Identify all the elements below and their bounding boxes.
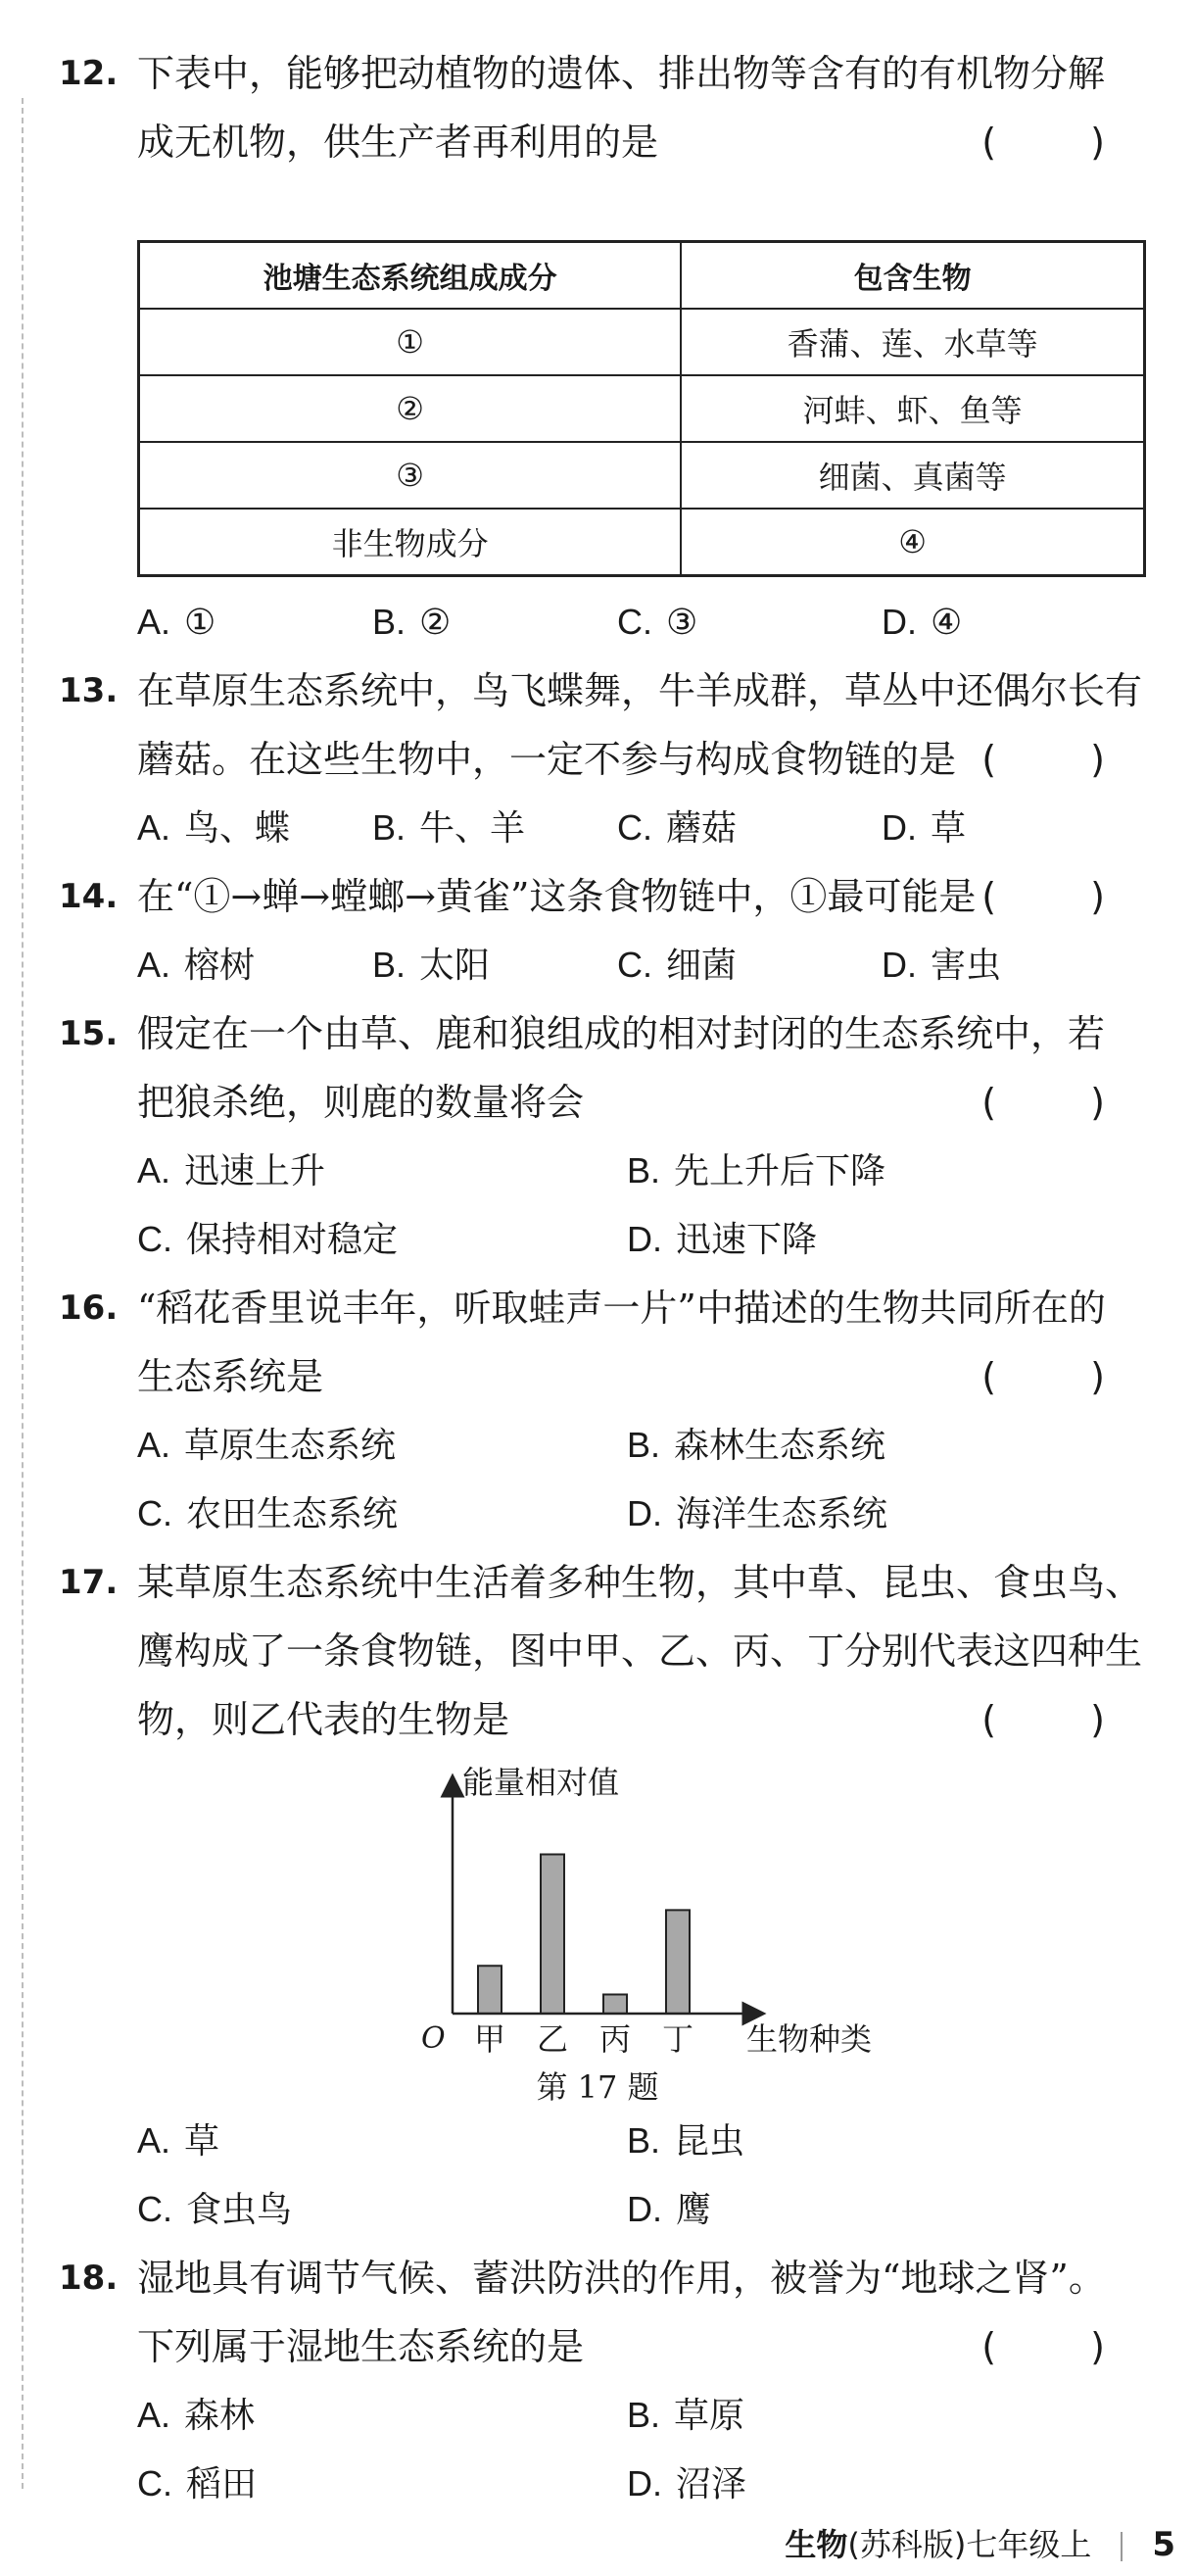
option-c[interactable]: C. ③ [617, 602, 698, 643]
x-tick-label: 乙 [536, 2020, 569, 2058]
bar-1 [478, 1966, 502, 2014]
question-number: 14. [59, 877, 119, 916]
table-row [139, 309, 1145, 375]
option-c[interactable]: C. 细菌 [617, 945, 738, 986]
question-stem-text: 生态系统是 [137, 1355, 324, 1398]
question-16 [59, 1274, 1146, 1411]
energy-bar-chart [392, 1764, 901, 2087]
table-cell: 香蒲、莲、水草等 [681, 309, 1144, 375]
question-stem-line [59, 1342, 1146, 1411]
answer-bracket[interactable]: ( ) [981, 875, 1146, 918]
answer-bracket[interactable]: ( ) [981, 2325, 1146, 2368]
chart-svg [392, 1764, 901, 2058]
option-b[interactable]: B. 森林生态系统 [627, 1425, 886, 1466]
option-c[interactable]: C. 稻田 [137, 2463, 258, 2504]
y-axis-label: 能量相对值 [462, 1764, 620, 1801]
table-cell: ④ [681, 509, 1144, 576]
question-stem-text: 在“①→蝉→螳螂→黄雀”这条食物链中，①最可能是 [137, 875, 977, 918]
option-d[interactable]: D. 草 [882, 807, 967, 849]
option-a[interactable]: A. ① [137, 602, 216, 643]
question-number: 12. [59, 54, 119, 93]
question-15 [59, 999, 1146, 1137]
x-axis-label: 生物种类 [746, 2020, 873, 2058]
table-cell: ③ [139, 442, 682, 509]
question-stem-text: 下列属于湿地生态系统的是 [137, 2325, 585, 2368]
option-a[interactable]: A. 草原生态系统 [137, 1425, 397, 1466]
option-a[interactable]: A. 森林 [137, 2395, 256, 2436]
table-cell: 河蚌、虾、鱼等 [681, 375, 1144, 442]
question-stem-line: 湿地具有调节气候、蓄洪防洪的作用，被誉为“地球之肾”。 [137, 2257, 1106, 2300]
question-number: 18. [59, 2259, 119, 2298]
option-d[interactable]: D. 海洋生态系统 [627, 1493, 888, 1534]
option-d[interactable]: D. 沼泽 [627, 2463, 747, 2504]
option-a[interactable]: A. 榕树 [137, 945, 256, 986]
option-d[interactable]: D. 迅速下降 [627, 1219, 818, 1260]
question-stem-line: 假定在一个由草、鹿和狼组成的相对封闭的生态系统中，若 [137, 1012, 1106, 1055]
answer-bracket[interactable]: ( ) [981, 1355, 1146, 1398]
bar-2 [541, 1855, 564, 2015]
question-13 [59, 656, 1146, 794]
question-stem-line [59, 2312, 1146, 2381]
question-number: 13. [59, 671, 119, 710]
question-17 [59, 1548, 1146, 1754]
figure-caption: 第 17 题 [536, 2068, 659, 2106]
footer-subject: 生物 [785, 2526, 848, 2563]
option-a[interactable]: A. 迅速上升 [137, 1150, 326, 1191]
question-stem-line [59, 1068, 1146, 1137]
question-stem-text: 把狼杀绝，则鹿的数量将会 [137, 1081, 585, 1124]
page-number: 5 [1152, 2525, 1175, 2564]
question-number: 16. [59, 1288, 119, 1328]
option-b[interactable]: B. 太阳 [372, 945, 491, 986]
question-stem-text: 蘑菇。在这些生物中，一定不参与构成食物链的是 [137, 738, 957, 781]
option-d[interactable]: D. ④ [882, 602, 963, 643]
question-14 [59, 862, 1146, 931]
table-row [139, 509, 1145, 576]
question-stem-line: “稻花香里说丰年，听取蛙声一片”中描述的生物共同所在的 [137, 1287, 1106, 1330]
option-c[interactable]: C. 保持相对稳定 [137, 1219, 399, 1260]
x-tick-label: 丁 [661, 2020, 694, 2058]
option-b[interactable]: B. 草原 [627, 2395, 745, 2436]
table-cell: 细菌、真菌等 [681, 442, 1144, 509]
table-header-cell: 池塘生态系统组成成分 [139, 242, 682, 310]
answer-bracket[interactable]: ( ) [981, 1698, 1146, 1741]
option-d[interactable]: D. 鹰 [627, 2189, 712, 2230]
table-header-row [139, 242, 1145, 310]
answer-bracket[interactable]: ( ) [981, 1081, 1146, 1124]
option-b[interactable]: B. 昆虫 [627, 2120, 745, 2162]
pond-ecosystem-table [137, 240, 1146, 577]
footer-divider [1121, 2532, 1123, 2561]
origin-label: O [421, 2021, 446, 2056]
table-cell: ① [139, 309, 682, 375]
option-b[interactable]: B. 牛、羊 [372, 807, 526, 849]
question-stem-line: 某草原生态系统中生活着多种生物，其中草、昆虫、食虫鸟、 [137, 1561, 1143, 1604]
question-stem-text: 成无机物，供生产者再利用的是 [137, 121, 659, 164]
option-a[interactable]: A. 鸟、蝶 [137, 807, 291, 849]
question-number: 15. [59, 1014, 119, 1053]
option-c[interactable]: C. 农田生态系统 [137, 1493, 399, 1534]
option-d[interactable]: D. 害虫 [882, 945, 1002, 986]
table-header-cell: 包含生物 [681, 242, 1144, 310]
answer-bracket[interactable]: ( ) [981, 121, 1146, 164]
question-stem-line [59, 862, 1146, 931]
binding-dashed-line [22, 98, 24, 2489]
question-stem-line: 鹰构成了一条食物链，图中甲、乙、丙、丁分别代表这四种生 [137, 1629, 1143, 1673]
question-18 [59, 2244, 1146, 2381]
question-12 [59, 39, 1146, 176]
question-stem-line: 在草原生态系统中，鸟飞蝶舞，牛羊成群，草丛中还偶尔长有 [137, 669, 1143, 712]
option-c[interactable]: C. 蘑菇 [617, 807, 738, 849]
question-stem-line: 下表中，能够把动植物的遗体、排出物等含有的有机物分解 [137, 52, 1106, 95]
page-footer [785, 2520, 1175, 2565]
x-tick-label: 丙 [598, 2020, 632, 2058]
answer-bracket[interactable]: ( ) [981, 738, 1146, 781]
table-row [139, 375, 1145, 442]
x-tick-label: 甲 [473, 2020, 506, 2058]
question-stem-text: 物，则乙代表的生物是 [137, 1698, 510, 1741]
bar-3 [603, 1995, 627, 2015]
option-b[interactable]: B. 先上升后下降 [627, 1150, 886, 1191]
question-stem-line [59, 108, 1146, 176]
table-cell: 非生物成分 [139, 509, 682, 576]
table-row [139, 442, 1145, 509]
option-b[interactable]: B. ② [372, 602, 452, 643]
question-stem-line [59, 1685, 1146, 1754]
bar-4 [666, 1910, 690, 2014]
question-number: 17. [59, 1563, 119, 1602]
footer-edition: (苏科版)七年级上 [847, 2526, 1092, 2563]
option-a[interactable]: A. 草 [137, 2120, 220, 2162]
question-stem-line [59, 725, 1146, 794]
option-c[interactable]: C. 食虫鸟 [137, 2189, 293, 2230]
table-cell: ② [139, 375, 682, 442]
